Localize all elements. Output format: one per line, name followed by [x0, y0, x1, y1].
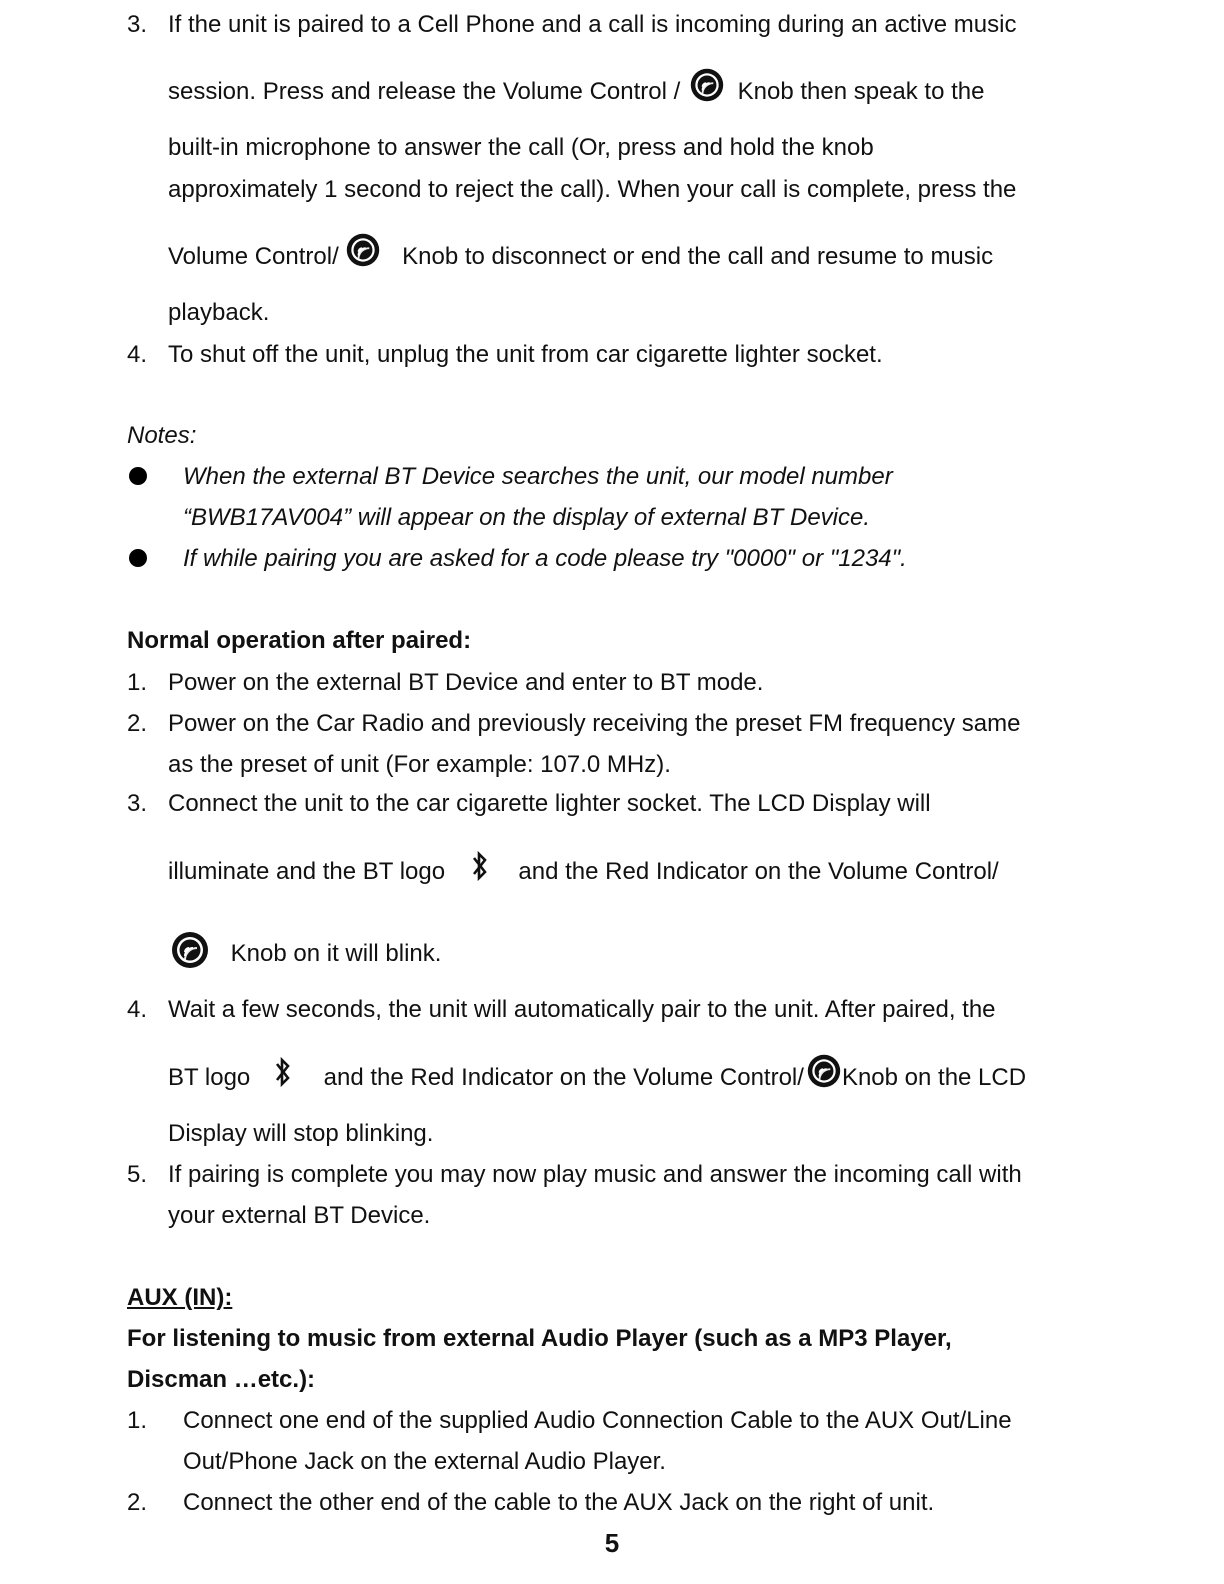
paragraph-line: Power on the external BT Device and enter to BT mode.: [168, 669, 764, 696]
bullet-icon: [129, 549, 147, 567]
text-segment: Knob on the LCD: [841, 1064, 1027, 1091]
list-number: 5.: [127, 1161, 148, 1188]
paragraph-line: To shut off the unit, unplug the unit from car cigarette lighter socket.: [168, 341, 883, 368]
text-segment: and the Red Indicator on the Volume Control/: [518, 858, 999, 885]
paragraph-line: playback.: [168, 299, 270, 326]
text-segment: Volume Control/: [168, 243, 339, 270]
text-segment: Knob then speak to the: [737, 78, 985, 105]
paragraph-line: If pairing is complete you may now play music and answer the incoming call with: [168, 1161, 1022, 1188]
paragraph-line: approximately 1 second to reject the call). When your call is complete, press the: [168, 176, 1017, 203]
paragraph-line: Wait a few seconds, the unit will automatically pair to the unit. After paired, the: [168, 996, 996, 1023]
paragraph-line: built-in microphone to answer the call (Or, press and hold the knob: [168, 134, 874, 161]
paragraph-line: Display will stop blinking.: [168, 1120, 434, 1147]
bullet-icon: [129, 467, 147, 485]
paragraph-line: Connect one end of the supplied Audio Connection Cable to the AUX Out/Line: [183, 1407, 1012, 1434]
bluetooth-icon: [273, 1054, 293, 1090]
paragraph-line: Connect the unit to the car cigarette lighter socket. The LCD Display will: [168, 790, 931, 817]
section-heading: AUX (IN):: [127, 1284, 233, 1311]
list-number: 2.: [127, 1489, 148, 1516]
paragraph-line: Out/Phone Jack on the external Audio Player.: [183, 1448, 666, 1475]
paragraph-line: [168, 857, 999, 887]
note-line: When the external BT Device searches the unit, our model number: [183, 463, 893, 490]
page-number: 5: [604, 1528, 620, 1558]
paragraph-line: Power on the Car Radio and previously receiving the preset FM frequency same: [168, 710, 1021, 737]
text-segment: and the Red Indicator on the Volume Control/: [323, 1064, 804, 1091]
paragraph-line: If the unit is paired to a Cell Phone and a call is incoming during an active music: [168, 11, 1017, 38]
text-segment: Knob on it will blink.: [230, 940, 442, 967]
list-number: 3.: [127, 790, 148, 817]
volume-knob-icon: [806, 1053, 842, 1089]
note-line: “BWB17AV004” will appear on the display of external BT Device.: [183, 504, 871, 531]
paragraph-line: Connect the other end of the cable to the AUX Jack on the right of unit.: [183, 1489, 935, 1516]
text-segment: illuminate and the BT logo: [168, 858, 446, 885]
text-segment: Knob to disconnect or end the call and resume to music: [402, 243, 994, 270]
paragraph-line: [170, 939, 441, 970]
list-number: 1.: [127, 1407, 148, 1434]
list-number: 2.: [127, 710, 148, 737]
section-subheading: Discman …etc.):: [127, 1366, 316, 1393]
paragraph-line: your external BT Device.: [168, 1202, 431, 1229]
paragraph-line: [168, 242, 993, 272]
notes-heading: Notes:: [127, 422, 197, 449]
section-heading: Normal operation after paired:: [127, 627, 472, 654]
note-line: If while pairing you are asked for a code please try "0000" or "1234".: [183, 545, 907, 572]
list-number: 4.: [127, 996, 148, 1023]
text-segment: session. Press and release the Volume Control /: [168, 78, 681, 105]
section-subheading: For listening to music from external Audio Player (such as a MP3 Player,: [127, 1325, 952, 1352]
paragraph-line: [168, 1063, 1026, 1093]
paragraph-line: as the preset of unit (For example: 107.0 MHz).: [168, 751, 671, 778]
volume-knob-icon: [345, 232, 381, 268]
bluetooth-icon: [470, 848, 490, 884]
list-number: 3.: [127, 11, 148, 38]
list-number: 4.: [127, 341, 148, 368]
volume-knob-icon: [689, 67, 725, 103]
paragraph-line: [168, 77, 984, 107]
volume-knob-icon: [170, 930, 210, 970]
list-number: 1.: [127, 669, 148, 696]
text-segment: BT logo: [168, 1064, 251, 1091]
